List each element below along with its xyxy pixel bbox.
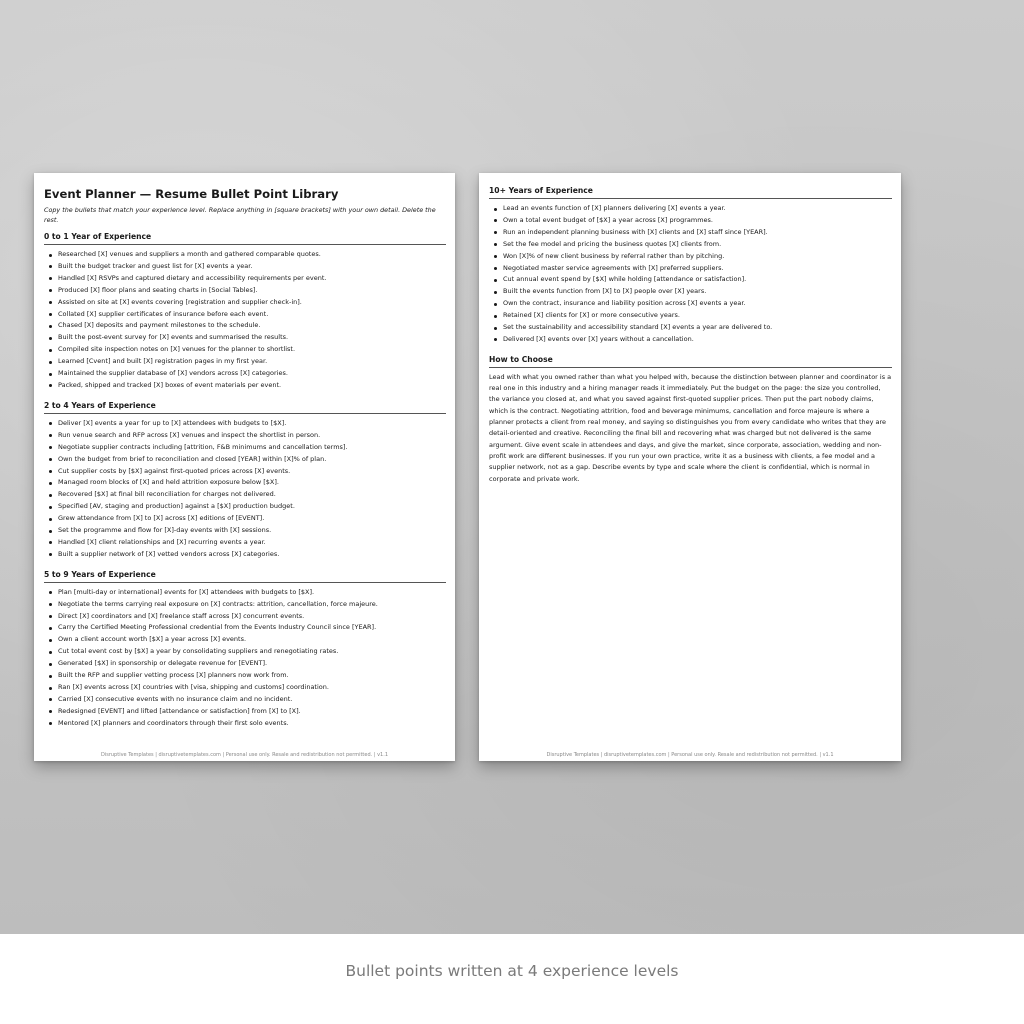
bullet-item bbox=[49, 599, 446, 611]
bullet-dot-icon bbox=[49, 675, 52, 678]
bullet-text: Learned [Cvent] and built [X] registration pages in my first year. bbox=[58, 357, 268, 366]
bullet-dot-icon bbox=[494, 243, 497, 246]
bullet-item bbox=[49, 442, 446, 454]
bullet-dot-icon bbox=[49, 651, 52, 654]
bullet-text: Built the RFP and supplier vetting process [X] planners now work from. bbox=[58, 671, 289, 680]
bullet-text: Packed, shipped and tracked [X] boxes of event materials per event. bbox=[58, 380, 282, 389]
bullet-text: Plan [multi-day or international] events for [X] attendees with budgets to [$X]. bbox=[58, 587, 315, 596]
bullet-item bbox=[494, 239, 892, 251]
document-page-2 bbox=[479, 173, 901, 761]
bullet-dot-icon bbox=[494, 231, 497, 234]
bullet-text: Set the sustainability and accessibility standard [X] events a year are delivered to. bbox=[503, 323, 773, 332]
bullet-dot-icon bbox=[49, 265, 52, 268]
bullet-item bbox=[494, 322, 892, 334]
bullet-text: Collated [X] supplier certificates of insurance before each event. bbox=[58, 309, 269, 318]
image-caption: Bullet points written at 4 experience levels bbox=[345, 962, 679, 980]
bullet-dot-icon bbox=[49, 518, 52, 521]
bullet-dot-icon bbox=[49, 639, 52, 642]
bullet-dot-icon bbox=[49, 482, 52, 485]
bullet-text: Negotiate supplier contracts including [attrition, F&B minimums and cancellation terms]. bbox=[58, 442, 348, 451]
bullet-list bbox=[44, 418, 446, 561]
bullet-text: Cut supplier costs by [$X] against first-quoted prices across [X] events. bbox=[58, 466, 291, 475]
bullet-text: Maintained the supplier database of [X] vendors across [X] categories. bbox=[58, 369, 288, 378]
bullet-dot-icon bbox=[49, 627, 52, 630]
bullet-item bbox=[49, 320, 446, 332]
document-page-1 bbox=[34, 173, 455, 761]
bullet-item bbox=[49, 501, 446, 513]
bullet-item bbox=[49, 670, 446, 682]
bullet-text: Compiled site inspection notes on [X] venues for the planner to shortlist. bbox=[58, 345, 296, 354]
section-heading: 10+ Years of Experience bbox=[489, 185, 892, 199]
bullet-item bbox=[494, 227, 892, 239]
bullet-item bbox=[49, 587, 446, 599]
section-heading: 2 to 4 Years of Experience bbox=[44, 400, 446, 414]
bullet-dot-icon bbox=[49, 458, 52, 461]
bullet-text: Carried [X] consecutive events with no insurance claim and no incident. bbox=[58, 694, 293, 703]
bullet-dot-icon bbox=[494, 338, 497, 341]
bullet-text: Lead an events function of [X] planners delivering [X] events a year. bbox=[503, 204, 726, 212]
bullet-item bbox=[494, 215, 892, 227]
bullet-text: Built the events function from [X] to [X] people over [X] years. bbox=[503, 287, 707, 296]
bullet-dot-icon bbox=[49, 603, 52, 606]
bullet-dot-icon bbox=[49, 301, 52, 304]
bullet-dot-icon bbox=[49, 313, 52, 316]
bullet-dot-icon bbox=[49, 530, 52, 533]
bullet-text: Cut annual event spend by [$X] while holding [attendance or satisfaction]. bbox=[503, 275, 747, 284]
bullet-list bbox=[489, 203, 892, 346]
bullet-item bbox=[494, 310, 892, 322]
bullet-dot-icon bbox=[49, 494, 52, 497]
bullet-item bbox=[49, 694, 446, 706]
bullet-dot-icon bbox=[49, 349, 52, 352]
how-to-choose-paragraph: Lead with what you owned rather than what you helped with, because the distinction between planner and coordinator is a real one in this industry and a hiring manager reads it immediately. Put the budget on the page: the size you controlled, the variance you closed at, and what you saved against first-quoted supplier prices. Then put the part nobody claims, which is the contract. Negotiating attrition, food and beverage minimums, cancellation and force majeure is where a planner protects a client from real money, and saying so distinguishes you from every candidate who writes that they are detail-oriented and creative. Reconciling the final bill and recovering what was charged but not delivered is the same argument. Give event scale in attendees and days, and give the market, since corporate, association, wedding and non-profit work are different businesses. If you run your own practice, write it as a business with clients, a fee model and a supplier network, not as a gap. Describe events by type and scale where the client is confidential, which is normal in corporate and private work. bbox=[489, 372, 892, 483]
bullet-text: Ran [X] events across [X] countries with [visa, shipping and customs] coordination. bbox=[58, 683, 329, 691]
page-2-footer: Disruptive Templates | disruptivetemplates.com | Personal use only. Resale and redistribution not permitted. | v1.1 bbox=[546, 752, 834, 758]
bullet-text: Built the post-event survey for [X] events and summarised the results. bbox=[58, 333, 289, 342]
bullet-item bbox=[49, 380, 446, 392]
bullet-item bbox=[49, 261, 446, 273]
bullet-item bbox=[494, 334, 892, 346]
bullet-dot-icon bbox=[49, 615, 52, 618]
bullet-item bbox=[49, 682, 446, 694]
bullet-item bbox=[49, 332, 446, 344]
bullet-text: Specified [AV, staging and production] against a [$X] production budget. bbox=[58, 502, 295, 511]
bullet-dot-icon bbox=[494, 327, 497, 330]
how-to-choose-heading: How to Choose bbox=[489, 354, 892, 368]
bullet-item bbox=[49, 249, 446, 261]
bullet-text: Chased [X] deposits and payment milestones to the schedule. bbox=[58, 321, 261, 330]
bullet-dot-icon bbox=[49, 277, 52, 280]
bullet-item bbox=[49, 611, 446, 623]
bullet-text: Own the contract, insurance and liability position across [X] events a year. bbox=[503, 299, 746, 308]
bullet-item bbox=[49, 430, 446, 442]
bullet-text: Built a supplier network of [X] vetted vendors across [X] categories. bbox=[58, 549, 280, 558]
bullet-text: Won [X]% of new client business by referral rather than by pitching. bbox=[503, 251, 725, 260]
bullet-item bbox=[49, 718, 446, 730]
page-2-sections bbox=[489, 185, 892, 346]
bullet-text: Own a client account worth [$X] a year across [X] events. bbox=[58, 635, 247, 644]
bullet-dot-icon bbox=[494, 267, 497, 270]
document-subtitle: Copy the bullets that match your experience level. Replace anything in [square brackets] with your own detail. Delete the rest. bbox=[44, 206, 436, 224]
bullet-text: Own a total event budget of [$X] a year across [X] programmes. bbox=[503, 215, 713, 224]
bullet-item bbox=[49, 622, 446, 634]
bullet-dot-icon bbox=[49, 541, 52, 544]
bullet-text: Redesigned [EVENT] and lifted [attendance or satisfaction] from [X] to [X]. bbox=[58, 706, 301, 715]
bullet-text: Grew attendance from [X] to [X] across [X] editions of [EVENT]. bbox=[58, 514, 265, 523]
bullet-dot-icon bbox=[49, 422, 52, 425]
bullet-dot-icon bbox=[49, 361, 52, 364]
bullet-dot-icon bbox=[49, 591, 52, 594]
bullet-dot-icon bbox=[494, 279, 497, 282]
bullet-dot-icon bbox=[49, 325, 52, 328]
bullet-list bbox=[44, 249, 446, 392]
bullet-item bbox=[49, 297, 446, 309]
bullet-item bbox=[494, 203, 892, 215]
bullet-item bbox=[494, 251, 892, 263]
section-heading: 0 to 1 Year of Experience bbox=[44, 231, 446, 245]
bullet-text: Handled [X] RSVPs and captured dietary and accessibility requirements per event. bbox=[58, 273, 327, 282]
bullet-dot-icon bbox=[494, 315, 497, 318]
bullet-item bbox=[49, 273, 446, 285]
bullet-dot-icon bbox=[49, 470, 52, 473]
bullet-dot-icon bbox=[49, 506, 52, 509]
page-1-sections bbox=[44, 231, 446, 730]
page-1-footer: Disruptive Templates | disruptivetemplates.com | Personal use only. Resale and redistribution not permitted. | v1.1 bbox=[100, 752, 389, 758]
document-title: Event Planner — Resume Bullet Point Library bbox=[44, 187, 339, 201]
bullet-text: Delivered [X] events over [X] years without a cancellation. bbox=[503, 334, 694, 343]
bullet-dot-icon bbox=[494, 219, 497, 222]
bullet-text: Retained [X] clients for [X] or more consecutive years. bbox=[503, 311, 680, 320]
bullet-item bbox=[494, 274, 892, 286]
bullet-item bbox=[49, 513, 446, 525]
bullet-text: Assisted on site at [X] events covering [registration and supplier check-in]. bbox=[58, 297, 302, 306]
bullet-dot-icon bbox=[49, 553, 52, 556]
bullet-text: Produced [X] floor plans and seating charts in [Social Tables]. bbox=[58, 285, 258, 294]
bullet-text: Mentored [X] planners and coordinators through their first solo events. bbox=[58, 718, 289, 727]
bullet-dot-icon bbox=[49, 337, 52, 340]
bullet-dot-icon bbox=[49, 446, 52, 449]
bullet-dot-icon bbox=[494, 303, 497, 306]
bullet-dot-icon bbox=[49, 384, 52, 387]
bullet-dot-icon bbox=[49, 687, 52, 690]
bullet-item bbox=[49, 466, 446, 478]
bullet-text: Managed room blocks of [X] and held attrition exposure below [$X]. bbox=[58, 478, 279, 487]
bullet-dot-icon bbox=[49, 254, 52, 257]
bullet-text: Generated [$X] in sponsorship or delegate revenue for [EVENT]. bbox=[58, 659, 268, 668]
bullet-text: Carry the Certified Meeting Professional credential from the Events Industry Council since [YEAR]. bbox=[58, 623, 377, 632]
bullet-item bbox=[49, 537, 446, 549]
bullet-text: Deliver [X] events a year for up to [X] attendees with budgets to [$X]. bbox=[58, 418, 287, 427]
bullet-text: Direct [X] coordinators and [X] freelance staff across [X] concurrent events. bbox=[58, 611, 305, 620]
bullet-list bbox=[44, 587, 446, 730]
section-heading: 5 to 9 Years of Experience bbox=[44, 569, 446, 583]
bullet-text: Researched [X] venues and suppliers a month and gathered comparable quotes. bbox=[58, 250, 321, 258]
bullet-text: Run venue search and RFP across [X] venues and inspect the shortlist in person. bbox=[58, 430, 321, 439]
bullet-dot-icon bbox=[49, 722, 52, 725]
bullet-text: Handled [X] client relationships and [X] recurring events a year. bbox=[58, 537, 266, 546]
bullet-item bbox=[49, 706, 446, 718]
bullet-text: Set the programme and flow for [X]-day events with [X] sessions. bbox=[58, 526, 272, 535]
bullet-dot-icon bbox=[494, 291, 497, 294]
bullet-item bbox=[49, 646, 446, 658]
bullet-text: Run an independent planning business with [X] clients and [X] staff since [YEAR]. bbox=[503, 227, 768, 236]
bullet-item bbox=[49, 454, 446, 466]
bullet-item bbox=[49, 634, 446, 646]
bullet-text: Negotiate the terms carrying real exposure on [X] contracts: attrition, cancellation, force majeure. bbox=[58, 599, 378, 608]
bullet-dot-icon bbox=[49, 434, 52, 437]
bullet-dot-icon bbox=[49, 663, 52, 666]
bullet-item bbox=[49, 477, 446, 489]
bullet-item bbox=[494, 263, 892, 275]
bullet-item bbox=[49, 285, 446, 297]
bullet-text: Recovered [$X] at final bill reconciliation for charges not delivered. bbox=[58, 490, 276, 499]
bullet-item bbox=[49, 344, 446, 356]
bullet-dot-icon bbox=[49, 373, 52, 376]
bullet-item bbox=[49, 549, 446, 561]
bullet-dot-icon bbox=[494, 208, 497, 211]
bullet-item bbox=[49, 356, 446, 368]
bullet-text: Built the budget tracker and guest list for [X] events a year. bbox=[58, 261, 253, 270]
bullet-dot-icon bbox=[494, 255, 497, 258]
bullet-dot-icon bbox=[49, 698, 52, 701]
bullet-text: Cut total event cost by [$X] a year by consolidating suppliers and renegotiating rates. bbox=[58, 647, 339, 656]
bullet-text: Negotiated master service agreements with [X] preferred suppliers. bbox=[503, 263, 724, 272]
bullet-item bbox=[49, 658, 446, 670]
bullet-item bbox=[49, 309, 446, 321]
bullet-item bbox=[49, 368, 446, 380]
bullet-dot-icon bbox=[49, 710, 52, 713]
bullet-item bbox=[494, 286, 892, 298]
bullet-text: Own the budget from brief to reconciliation and closed [YEAR] within [X]% of plan. bbox=[58, 454, 327, 463]
bullet-text: Set the fee model and pricing the business quotes [X] clients from. bbox=[503, 239, 722, 248]
bullet-dot-icon bbox=[49, 289, 52, 292]
bullet-item bbox=[49, 418, 446, 430]
bullet-item bbox=[49, 489, 446, 501]
bullet-item bbox=[494, 298, 892, 310]
bullet-item bbox=[49, 525, 446, 537]
